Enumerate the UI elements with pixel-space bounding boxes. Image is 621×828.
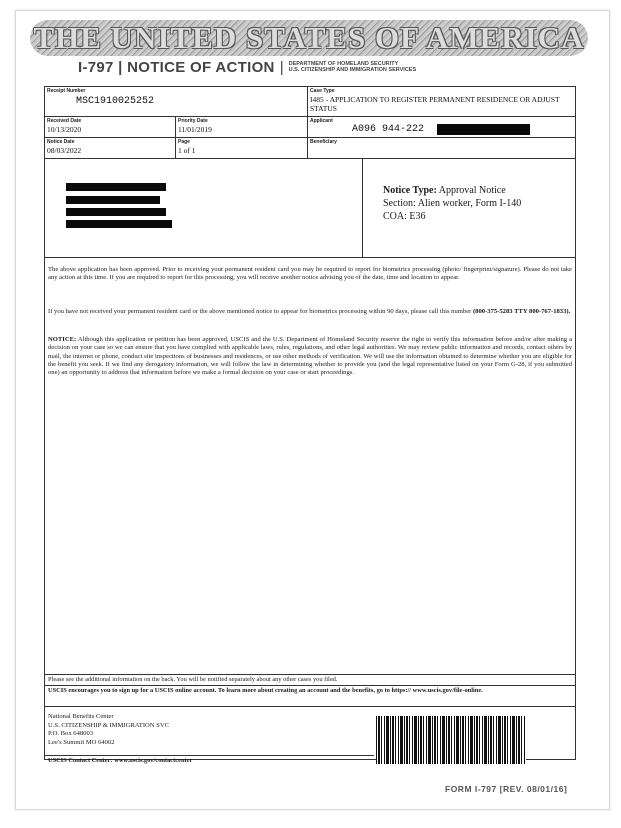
- redaction-bar: [66, 220, 172, 228]
- table-divider: [307, 86, 308, 158]
- notice-coa: COA: E36: [383, 211, 426, 222]
- table-divider: [44, 137, 575, 138]
- receipt-number: MSC1910025252: [76, 96, 155, 107]
- department-name: [289, 61, 417, 74]
- dept-line-2: U.S. CITIZENSHIP AND IMMIGRATION SERVICES: [288, 67, 417, 73]
- form-title-row: [78, 56, 416, 78]
- notice-date-label: Notice Date: [47, 139, 75, 145]
- notice-label: NOTICE:: [48, 336, 77, 343]
- table-divider: [44, 116, 575, 117]
- table-divider: [44, 706, 575, 707]
- form-title: I-797 | NOTICE OF ACTION: [78, 58, 275, 76]
- redaction-bar: [66, 196, 160, 204]
- received-date-label: Received Date: [47, 118, 82, 124]
- address-line-1: National Benefits Center: [48, 713, 114, 720]
- biometrics-text: If you have not received your permanent resident card or the above mentioned notice to appear for biometrics processing within 90 days, please call this number: [48, 308, 472, 315]
- case-type-label: Case Type: [310, 88, 335, 94]
- table-divider: [44, 257, 575, 258]
- additional-info: Please see the additional information on the back. You will be notified separately about any other cases you filed.: [48, 676, 338, 683]
- redaction-bar: [437, 124, 530, 135]
- notice-type-block: [383, 184, 521, 223]
- table-divider: [44, 755, 374, 756]
- applicant-label: Applicant: [310, 118, 333, 124]
- receipt-number-label: Receipt Number: [47, 88, 86, 94]
- biometrics-paragraph: [48, 308, 572, 316]
- banner-title: THE UNITED STATES OF AMERICA: [33, 20, 585, 55]
- received-date: 10/13/2020: [47, 125, 82, 134]
- notice-section: Section: Alien worker, Form I-140: [383, 198, 522, 209]
- notice-date: 08/03/2022: [47, 146, 82, 155]
- case-type: I485 - APPLICATION TO REGISTER PERMANENT RESIDENCE OR ADJUST STATUS: [310, 95, 560, 113]
- page-label: Page: [178, 139, 190, 145]
- dept-line-1: DEPARTMENT OF HOMELAND SECURITY: [288, 60, 399, 67]
- page-count: 1 of 1: [178, 146, 196, 155]
- table-divider: [362, 158, 363, 257]
- notice-text: Although this application or petition has been approved, USCIS and the U.S. Department of Homeland Security reserve the right to verify this information before and/or after making a decision on your case so we can ensure that you have complied with applicable laws, rules, regulations, and other legal authorities. We may review public information and records, contact others by mail, the internet or phone, conduct site inspections of businesses and residences, or use other methods of verification. We will use the information obtained to determine whether you are eligible for the benefit you seek. If we find any derogatory information, we will follow the law in determining whether to provide you (and the legal representative listed on your Form G-28, if you submitted one) an opportunity to address that information before we make a formal decision on your case or start proceedings.: [48, 336, 572, 377]
- applicant-number: A096 944-222: [352, 124, 425, 135]
- beneficiary-label: Beneficiary: [310, 139, 337, 145]
- phone-number: (800-375-5283 TTY 800-767-1833).: [472, 308, 571, 315]
- notice-type-value: Approval Notice: [438, 185, 506, 196]
- address-line-3: P.O. Box 648003: [48, 730, 94, 738]
- priority-date: 11/01/2019: [178, 125, 212, 134]
- return-address: [48, 713, 169, 747]
- address-line-4: Lee's Summit MO 64002: [48, 738, 115, 746]
- contact-center: USCIS Contact Center: www.uscis.gov/contactcenter: [48, 757, 193, 764]
- redaction-bar: [66, 208, 166, 216]
- title-separator: |: [279, 58, 284, 76]
- notice-type-label: Notice Type:: [383, 185, 437, 196]
- notice-paragraph: [48, 336, 572, 377]
- redaction-bar: [66, 183, 166, 191]
- form-number: FORM I-797 [REV. 08/01/16]: [445, 784, 568, 794]
- table-divider: [44, 685, 575, 686]
- us-banner: [30, 20, 588, 56]
- table-divider: [44, 674, 575, 675]
- online-account-text: USCIS encourages you to sign up for a USCIS online account. To learn more about creating an account and the benefits, go to https:// www.uscis.gov/file-online.: [48, 687, 483, 694]
- address-line-2: U.S. CITIZENSHIP & IMMIGRATION SVC: [48, 721, 170, 729]
- barcode: [376, 716, 526, 764]
- approval-paragraph: The above application has been approved. Prior to receiving your permanent resident card you may be required to report for biometrics processing (photo/ fingerprint/signature). Please do not take any action at this time. If you are required to report for this processing, you will receive another notice advising you of the date, time and location to appear.: [48, 266, 572, 282]
- priority-date-label: Priority Date: [178, 118, 208, 124]
- table-divider: [44, 158, 575, 159]
